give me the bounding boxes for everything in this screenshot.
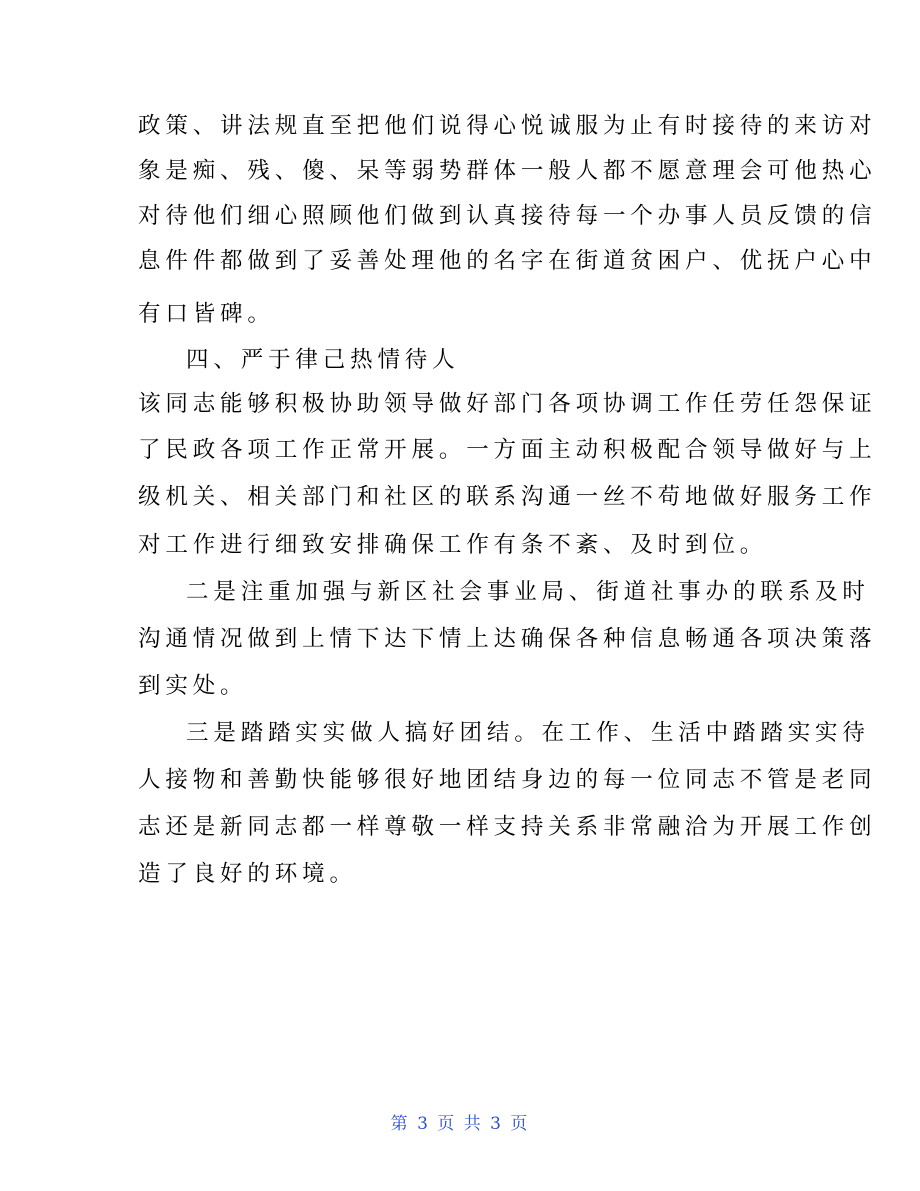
- body-text-line: 象是痴、残、傻、呆等弱势群体一般人都不愿意理会可他热心: [138, 158, 877, 184]
- body-text-line: 对待他们细心照顾他们做到认真接待每一个办事人员反馈的信: [138, 203, 877, 229]
- body-text-line: 该同志能够积极协助领导做好部门各项协调工作任劳任怨保证: [138, 391, 877, 417]
- body-text-line: 到实处。: [138, 673, 248, 699]
- body-text-line: 有口皆碑。: [138, 301, 275, 327]
- body-text-line: 志还是新同志都一样尊敬一样支持关系非常融洽为开展工作创: [138, 814, 877, 840]
- body-text-line: 了民政各项工作正常开展。一方面主动积极配合领导做好与上: [138, 437, 877, 463]
- body-text-line: 二是注重加强与新区社会事业局、街道社事办的联系及时: [186, 579, 870, 605]
- body-text-line: 级机关、相关部门和社区的联系沟通一丝不苟地做好服务工作: [138, 484, 877, 510]
- section-heading: 四、严于律己热情待人: [186, 347, 460, 373]
- body-text-line: 息件件都做到了妥善处理他的名字在街道贫困户、优抚户心中: [138, 248, 877, 274]
- body-text-line: 造了良好的环境。: [138, 861, 357, 887]
- body-text-line: 三是踏踏实实做人搞好团结。在工作、生活中踏踏实实待: [186, 720, 870, 746]
- body-text-line: 沟通情况做到上情下达下情上达确保各种信息畅通各项决策落: [138, 626, 877, 652]
- page-number-footer: 第 3 页 共 3 页: [390, 1114, 530, 1134]
- body-text-line: 人接物和善勤快能够很好地团结身边的每一位同志不管是老同: [138, 767, 877, 793]
- body-text-line: 政策、讲法规直至把他们说得心悦诚服为止有时接待的来访对: [138, 113, 877, 139]
- body-text-line: 对工作进行细致安排确保工作有条不紊、及时到位。: [138, 532, 768, 558]
